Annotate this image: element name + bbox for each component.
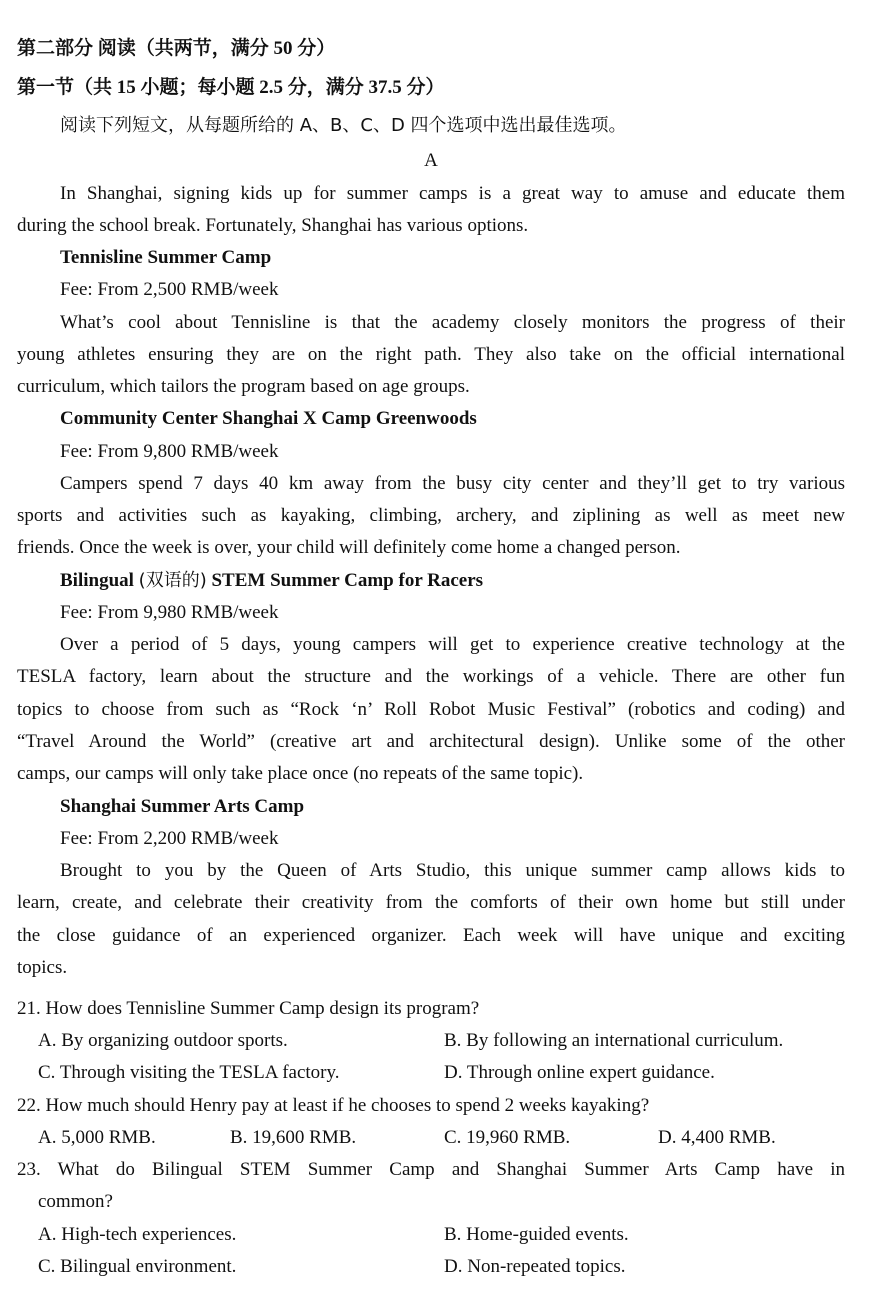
answer-option: B. 19,600 RMB. [230, 1127, 357, 1148]
camp-name-part: STEM Summer Camp for Racers [211, 570, 484, 591]
answer-option: C. Bilingual environment. [38, 1256, 237, 1277]
answer-option: B. Home-guided events. [444, 1224, 629, 1245]
answer-option: C. 19,960 RMB. [444, 1127, 571, 1148]
answer-option: D. 4,400 RMB. [658, 1127, 776, 1148]
answer-option: D. Through online expert guidance. [444, 1062, 715, 1083]
question-stem: 22. How much should Henry pay at least if he chooses to spend 2 weeks kayaking? [17, 1095, 650, 1116]
answer-option: A. 5,000 RMB. [38, 1127, 156, 1148]
question-stem-continuation: common? [38, 1191, 113, 1212]
answer-option: D. Non-repeated topics. [444, 1256, 626, 1277]
camp-desc-line: friends. Once the week is over, your child will definitely come home a changed person. [17, 537, 681, 558]
camp-desc-line: “Travel Around the World” (creative art and architectural design). Unlike some of the other [17, 731, 845, 752]
camp-name: Tennisline Summer Camp [60, 247, 272, 268]
camp-name-cn-gloss: (双语的) [138, 570, 207, 591]
camp-fee: Fee: From 9,980 RMB/week [60, 602, 279, 623]
camp-desc-line: young athletes ensuring they are on the right path. They also take on the official international [17, 344, 845, 365]
camp-fee: Fee: From 2,500 RMB/week [60, 279, 279, 300]
intro-line: In Shanghai, signing kids up for summer camps is a great way to amuse and educate them [60, 183, 845, 204]
intro-line: during the school break. Fortunately, Shanghai has various options. [17, 215, 529, 236]
camp-desc-line: the close guidance of an experienced organizer. Each week will have unique and exciting [17, 925, 845, 946]
passage-label: A [424, 150, 438, 171]
camp-desc-line: Brought to you by the Queen of Arts Studio, this unique summer camp allows kids to [60, 860, 845, 881]
part-title: 第二部分 阅读（共两节，满分 50 分） [17, 38, 336, 59]
camp-desc-line: learn, create, and celebrate their creativity from the comforts of their own home but still under [17, 892, 845, 913]
camp-name: Shanghai Summer Arts Camp [60, 796, 305, 817]
camp-fee: Fee: From 9,800 RMB/week [60, 441, 279, 462]
camp-desc-line: Campers spend 7 days 40 km away from the busy city center and they’ll get to try various [60, 473, 845, 494]
question-stem: 23. What do Bilingual STEM Summer Camp and Shanghai Summer Arts Camp have in [17, 1159, 845, 1180]
camp-desc-line: topics. [17, 957, 68, 978]
question-stem: 21. How does Tennisline Summer Camp design its program? [17, 998, 480, 1019]
camp-desc-line: Over a period of 5 days, young campers will get to experience creative technology at the [60, 634, 845, 655]
camp-name: Community Center Shanghai X Camp Greenwoods [60, 408, 477, 429]
camp-name [60, 565, 845, 597]
answer-option: A. High-tech experiences. [38, 1224, 237, 1245]
camp-fee: Fee: From 2,200 RMB/week [60, 828, 279, 849]
camp-name-part: Bilingual [60, 570, 134, 591]
answer-option: C. Through visiting the TESLA factory. [38, 1062, 340, 1083]
camp-desc-line: TESLA factory, learn about the structure and the workings of a vehicle. There are other fun [17, 666, 845, 687]
camp-desc-line: What’s cool about Tennisline is that the academy closely monitors the progress of their [60, 312, 845, 333]
answer-option: A. By organizing outdoor sports. [38, 1030, 288, 1051]
camp-desc-line: curriculum, which tailors the program based on age groups. [17, 376, 470, 397]
camp-desc-line: camps, our camps will only take place once (no repeats of the same topic). [17, 763, 584, 784]
camp-desc-line: topics to choose from such as “Rock ‘n’ Roll Robot Music Festival” (robotics and coding) and [17, 699, 845, 720]
instruction: 阅读下列短文，从每题所给的 A、B、C、D 四个选项中选出最佳选项。 [60, 115, 627, 136]
camp-desc-line: sports and activities such as kayaking, climbing, archery, and ziplining as well as meet new [17, 505, 845, 526]
answer-option: B. By following an international curriculum. [444, 1030, 784, 1051]
section-title: 第一节（共 15 小题；每小题 2.5 分，满分 37.5 分） [17, 77, 445, 98]
